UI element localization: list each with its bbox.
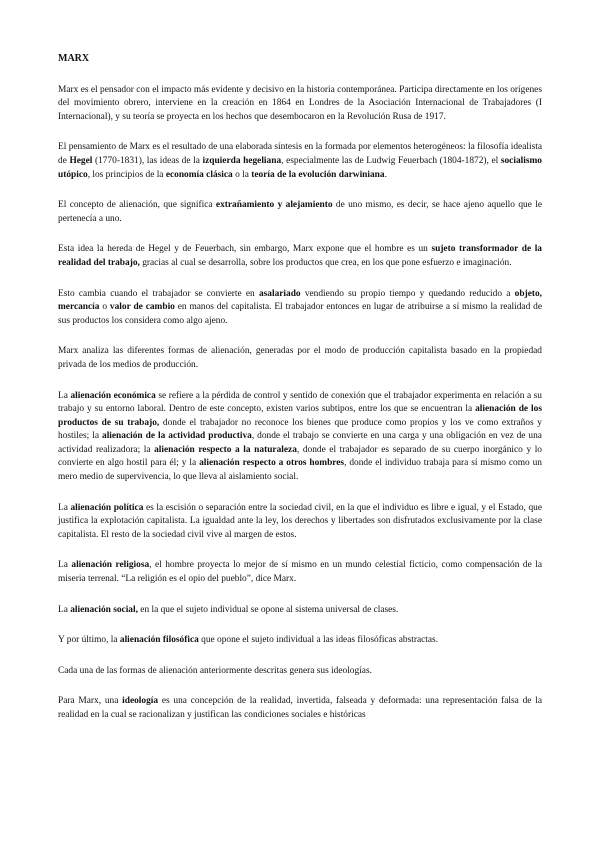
text-run: La (58, 502, 71, 513)
text-run: La (58, 560, 72, 571)
text-run: que opone el sujeto individual a las ideas filosóficas abstractas. (198, 635, 439, 646)
text-run: Para Marx, una (58, 696, 123, 707)
bold-term: alienación religiosa (71, 560, 150, 571)
bold-term: izquierda hegeliana (202, 155, 282, 166)
text-run: gracias al cual se desarrolla, sobre los productos que crea, en los que pone esfuerzo e imaginación. (139, 257, 512, 268)
text-run: El pensamiento de Marx es el resultado de una elaborada síntesis en la formada por elementos heterogéneos: la filosofía idealista de (58, 142, 542, 166)
text-run: Y por último, la (58, 635, 120, 646)
text-run: en manos del capitalista. El trabajador entonces en lugar de atribuirse a sí mismo la realidad de sus productos los considera como algo ajeno. (58, 302, 542, 326)
bold-term: alienación económica (70, 390, 156, 401)
text-run: , el hombre proyecta lo mejor de sí mismo en un mundo celestial ficticio, como compensación de la miseria terrenal. “La religión es el opio del pueblo”, dice Marx. (58, 560, 542, 585)
text-run: Esto cambia cuando el trabajador se convierte en (58, 288, 259, 299)
text-run: La (58, 604, 71, 615)
text-run: (1770-1831), las ideas de la (92, 155, 203, 166)
paragraph (58, 243, 542, 270)
bold-term: alienación de la actividad productiva (102, 431, 252, 442)
document-title: MARX (58, 53, 90, 64)
paragraph (58, 665, 542, 679)
text-run: El concepto de alienación, que significa (58, 200, 216, 211)
bold-term: Hegel (69, 155, 93, 166)
bold-term: extrañamiento y alejamiento (215, 200, 333, 211)
text-run: o la (232, 169, 252, 180)
text-run: , donde el trabajo se convierte en una carga y una obligación en vez de una actividad realizadora; la (58, 431, 542, 455)
bold-term: alienación respecto a otros hombres (199, 458, 345, 469)
text-run: en la que el sujeto individual se opone al sistema universal de clases. (137, 604, 399, 615)
text-run: se refiere a la pérdida de control y sentido de conexión que el trabajador experimenta en relación a su trabajo y su entorno laboral. Dentro de este concepto, existen varios subtipos, entre los que se encuentran la (58, 390, 542, 415)
paragraph (58, 390, 542, 485)
paragraph (58, 502, 542, 543)
text-run: , los principios de la (87, 169, 166, 180)
bold-term: ideología (122, 696, 159, 707)
bold-term: alienación de los productos de su trabajo, (58, 404, 542, 428)
paragraph (58, 288, 542, 329)
text-run: es la escisión o separación entre la sociedad civil, en la que el individuo es libre e igual, y el Estado, que justifica la explotación capitalista. La igualdad ante la ley, los derechos y libertades son disfrutados exclusivamente por la clase capitalista. El resto de la sociedad civil vive al margen de estos. (58, 502, 543, 540)
bold-term: alienación política (70, 502, 144, 513)
bold-term: alienación respecto a la naturaleza (154, 444, 297, 455)
document-body (58, 84, 542, 723)
document-page (58, 52, 542, 723)
bold-term: asalariado (258, 288, 301, 299)
text-run: vendiendo su propio tiempo y quedando reducido a (300, 288, 515, 299)
paragraph (58, 559, 542, 586)
text-run: Marx es el pensador con el impacto más evidente y decisivo en la historia contemporánea. Participa directamente en los orígenes del movimiento obrero, interviene en la creación en 1864 en Londres de la Asociación Internacional de Trabajadores (I Internacional), y su teoría se proyecta en los hechos que desembocaron en la Revolución Rusa de 1917. (58, 84, 542, 122)
bold-term: economía clásica (165, 169, 233, 180)
bold-term: valor de cambio (109, 302, 175, 313)
text-run: es una concepción de la realidad, invertida, falseada y deformada: una representación falsa de la realidad en la cual se racionalizan y justifican las condiciones sociales e históricas (58, 696, 542, 720)
text-run: , donde el trabajador es separado de su cuerpo inorgánico y lo convierte en algo hostil para él; y la (58, 444, 542, 469)
paragraph (58, 199, 542, 226)
bold-term: sujeto transformador de la realidad del trabajo, (58, 244, 542, 268)
bold-term: objeto, mercancía (58, 288, 543, 313)
bold-term: alienación social, (70, 604, 138, 615)
paragraph (58, 141, 542, 182)
text-run: Esta idea la hereda de Hegel y de Feuerbach, sin embargo, Marx expone que el hombre es un (58, 244, 432, 255)
text-run: Marx analiza las diferentes formas de alienación, generadas por el modo de producción capitalista basado en la propiedad privada de los medios de producción. (58, 346, 542, 370)
bold-term: socialismo utópico (58, 155, 542, 180)
text-run: Cada una de las formas de alienación anteriormente descritas genera sus ideologías. (58, 665, 372, 676)
bold-term: alienación filosófica (119, 635, 199, 646)
paragraph (58, 604, 542, 618)
text-run: de uno mismo, es decir, se hace ajeno aquello que le pertenecía a uno. (58, 200, 543, 224)
text-run: La (58, 390, 71, 401)
text-run: donde el trabajador no reconoce los bienes que produce como propios y los ve como extraños y hostiles; la (58, 417, 542, 442)
paragraph (58, 695, 542, 722)
paragraph (58, 345, 542, 372)
text-run: , especialmente las de Ludwig Feuerbach (1804-1872), el (281, 155, 501, 166)
paragraph (58, 634, 542, 648)
text-run: . (384, 169, 387, 180)
text-run: , donde el individuo trabaja para sí mismo como un mero medio de supervivencia, lo que lleva al aislamiento social. (58, 458, 542, 483)
paragraph (58, 84, 542, 125)
text-run: o (99, 302, 110, 313)
bold-term: teoría de la evolución darwiniana (251, 169, 385, 180)
